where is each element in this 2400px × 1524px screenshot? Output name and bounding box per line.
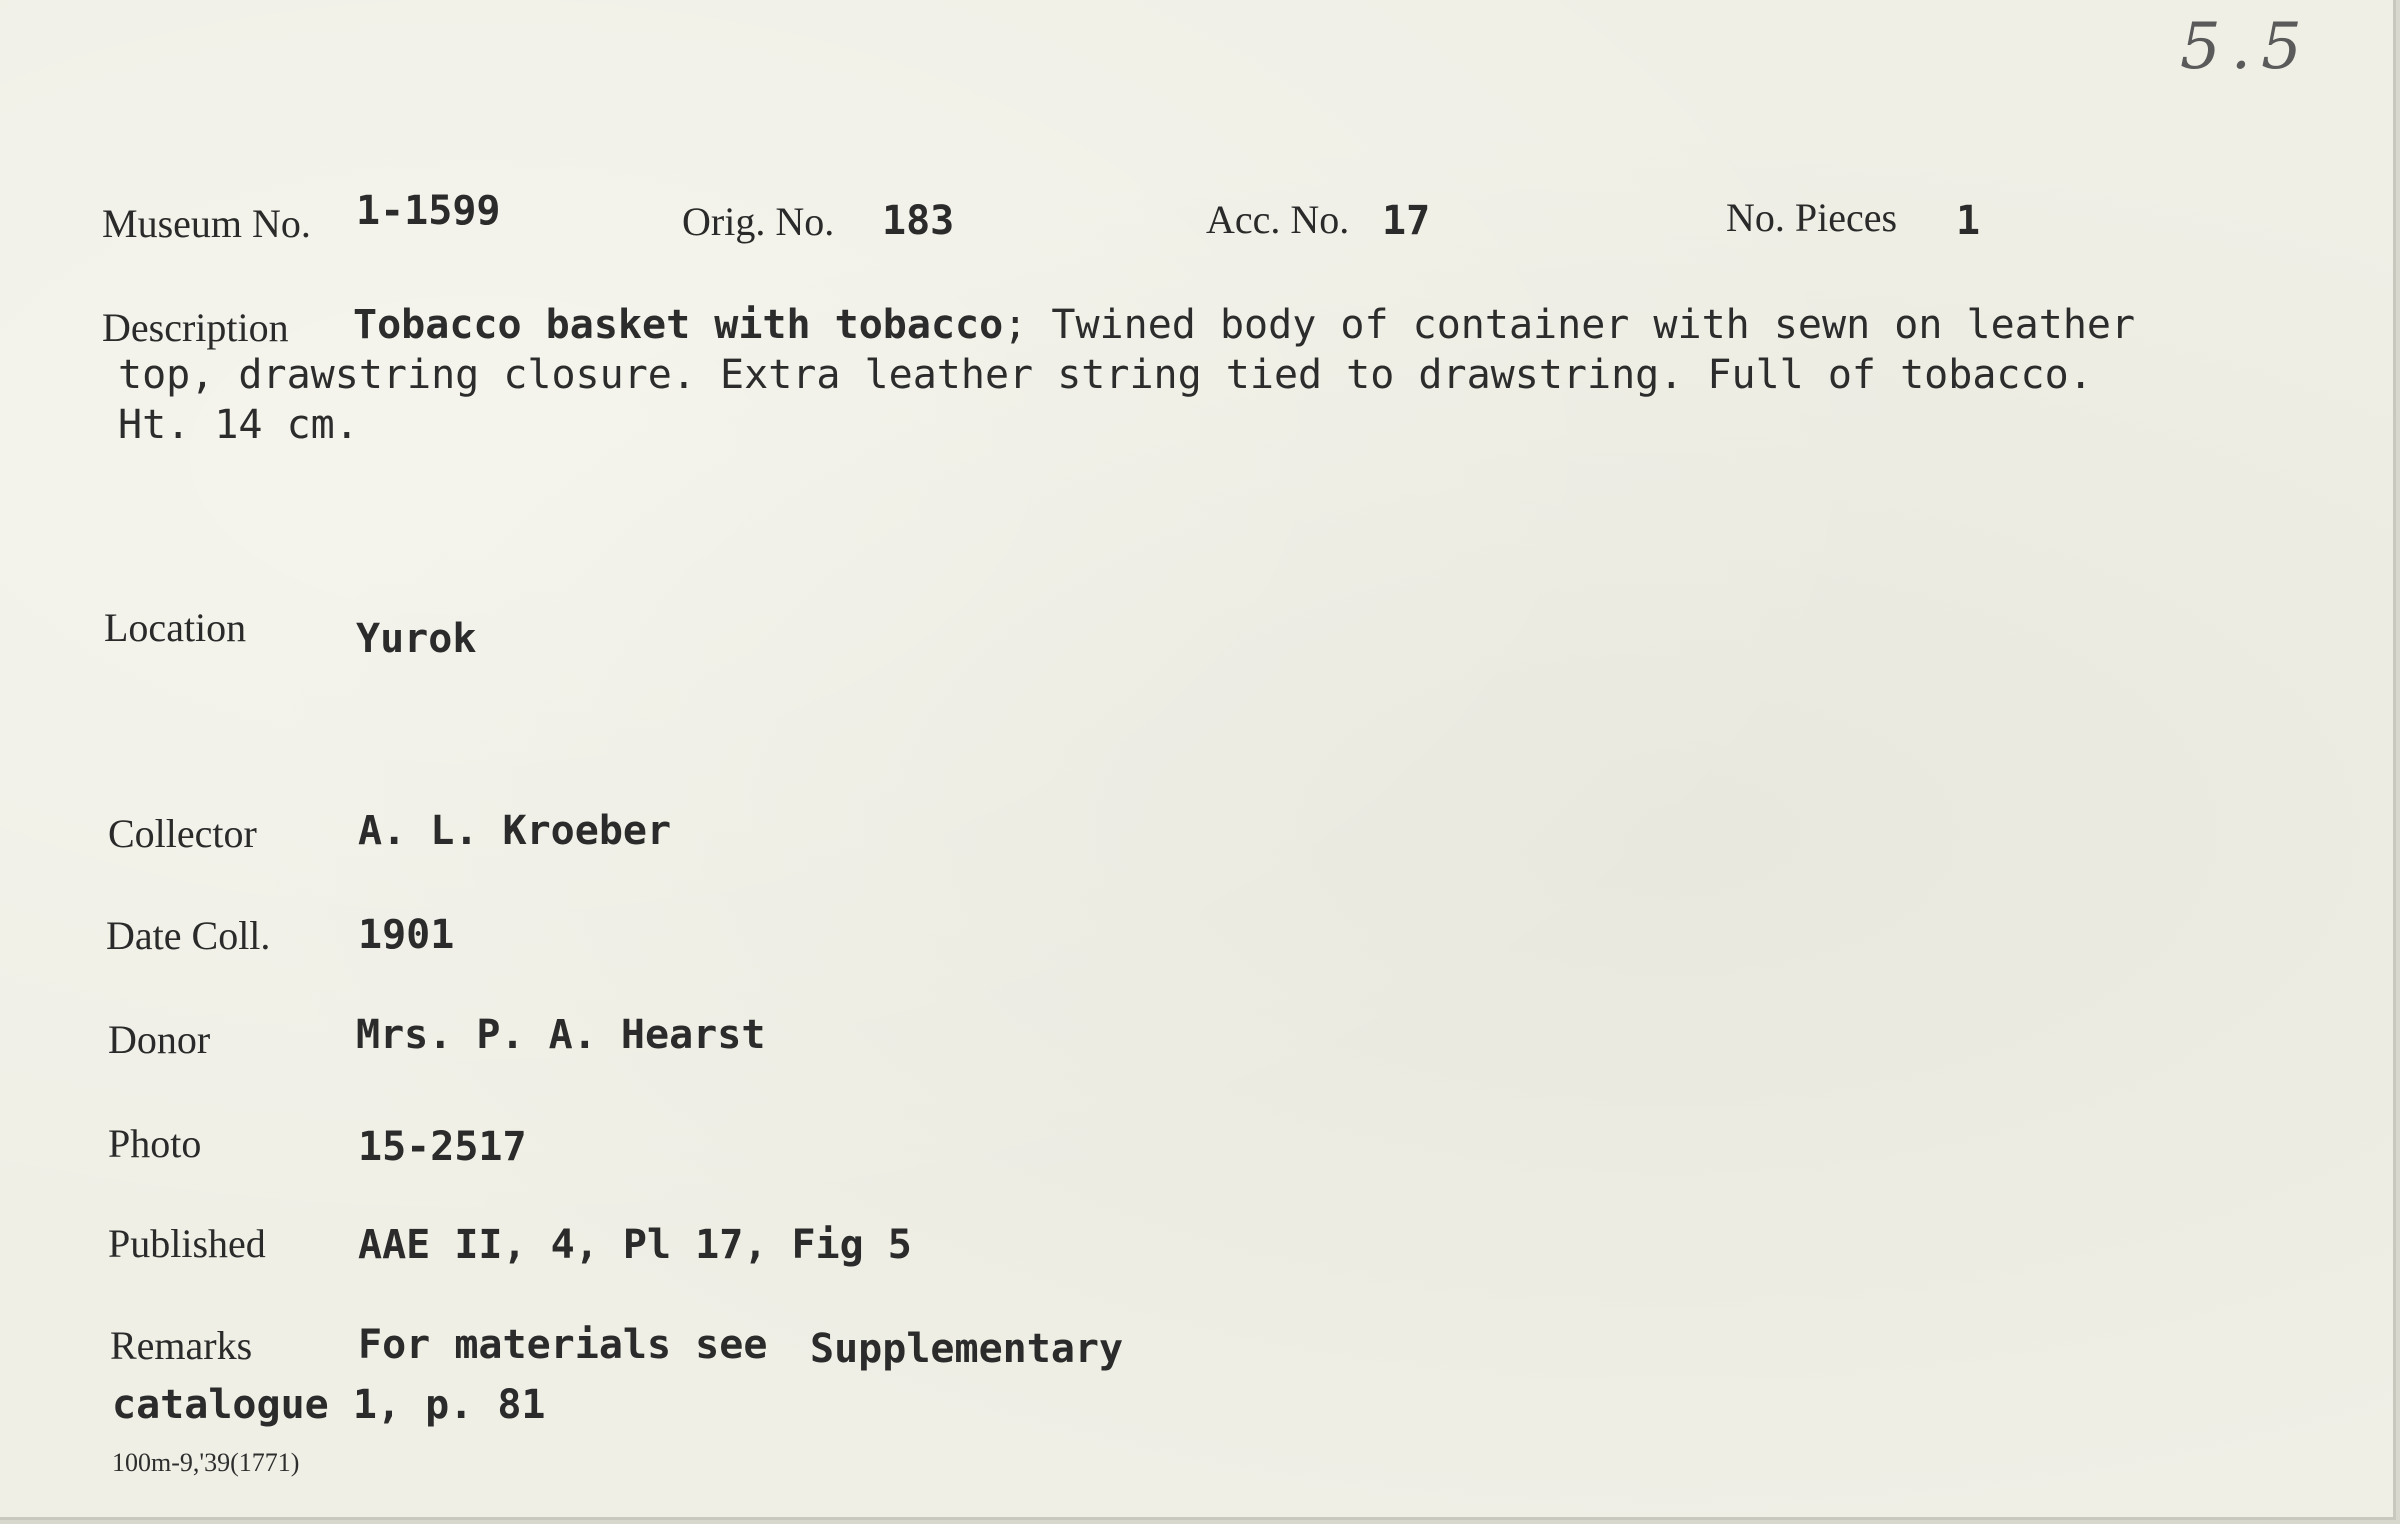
acc-no-label: Acc. No. [1206, 197, 1350, 242]
museum-no-label: Museum No. [102, 201, 311, 246]
no-pieces-value: 1 [1956, 198, 1981, 244]
date-coll-value: 1901 [358, 912, 455, 958]
acc-no-value: 17 [1382, 198, 1431, 244]
location-value: Yurok [356, 616, 477, 662]
description-line-1 [353, 300, 2348, 350]
photo-label: Photo [108, 1121, 202, 1166]
location-label: Location [104, 605, 247, 650]
published-label: Published [108, 1221, 266, 1266]
published-value: AAE II, 4, Pl 17, Fig 5 [358, 1222, 912, 1268]
orig-no-value: 183 [882, 198, 955, 244]
handwritten-annotation: 5.5 [2180, 10, 2312, 84]
orig-no-label: Orig. No. [682, 199, 835, 244]
collector-label: Collector [108, 811, 257, 856]
description-line-1-rest: ; Twined body of container with sewn on leather [1003, 302, 2136, 348]
remarks-value-bold: For materials see [358, 1322, 768, 1368]
no-pieces-label: No. Pieces [1726, 195, 1898, 240]
description-line-2: top, drawstring closure. Extra leather string tied to drawstring. Full of tobacco. [118, 352, 2093, 398]
remarks-value-rest: Supplementary [810, 1326, 1124, 1372]
donor-value: Mrs. P. A. Hearst [356, 1012, 766, 1058]
description-title: Tobacco basket with tobacco [353, 302, 1004, 348]
donor-label: Donor [108, 1017, 211, 1062]
remarks-line-2: catalogue 1, p. 81 [112, 1382, 546, 1428]
museum-no-value: 1-1599 [356, 188, 501, 234]
description-line-3: Ht. 14 cm. [118, 402, 359, 448]
collector-value: A. L. Kroeber [358, 808, 672, 854]
description-text [118, 300, 2348, 450]
remarks-label: Remarks [110, 1323, 253, 1368]
form-code: 100m-9,'39(1771) [112, 1448, 300, 1477]
date-coll-label: Date Coll. [106, 913, 271, 958]
photo-value: 15-2517 [358, 1124, 527, 1170]
description-label: Description [102, 305, 289, 350]
